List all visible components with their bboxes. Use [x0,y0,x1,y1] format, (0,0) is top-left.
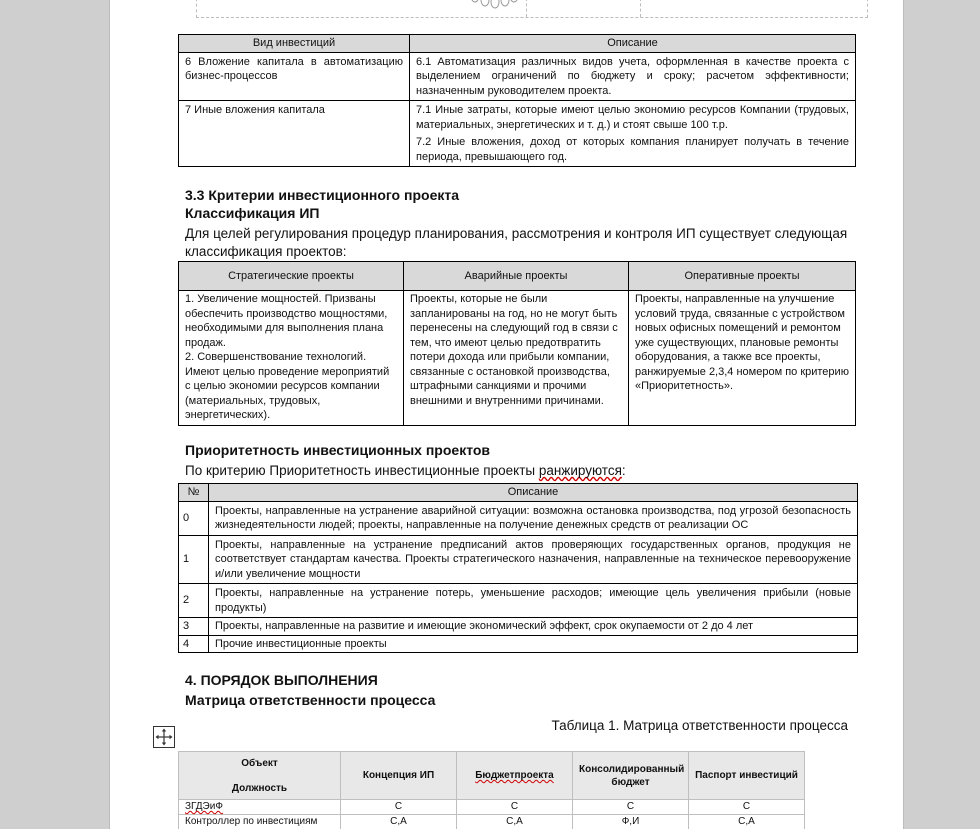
description-paragraph: 6.1 Автоматизация различных видов учета, оформленная в качестве проекта с выделением ограничений по бюджету и сроку; расчетом эффективности; назначенным руководителем проекта. [416,55,849,97]
column-header: Оперативные проекты [629,262,856,291]
spellcheck-word[interactable]: Бюджетпроекта [475,770,554,781]
drawing-frame [196,0,868,18]
matrix-cell: С,А [341,815,457,829]
column-header: Описание [410,35,856,53]
paragraph-text: По критерию Приоритетность инвестиционные проекты [185,463,539,478]
priority-description: Проекты, направленные на устранение аварийной ситуации: возможна остановка производства, под угрозой безопасность жизнедеятельности людей; проекты, направленные на получение денежных средств от реализации ОС [209,501,858,535]
table-row [179,635,858,653]
column-header: Аварийные проекты [404,262,629,291]
table-row [179,800,805,815]
column-header [457,752,573,800]
priority-description: Проекты, направленные на устранение предписаний актов проверяющих государственных органов, продукция не соответствует стандартам качества. Проекты стратегического назначения, направленные на техническое перевооружение и/или увеличение мощности [209,535,858,584]
column-header: Концепция ИП [341,752,457,800]
matrix-cell: С [573,800,689,815]
table-row [179,291,856,426]
spellcheck-word[interactable]: ранжируются [538,463,622,478]
priority-number: 0 [179,501,209,535]
column-header: Стратегические проекты [179,262,404,291]
investment-kind: 6 Вложение капитала в автоматизацию бизнес-процессов [179,52,410,101]
matrix-cell: С [341,800,457,815]
role-cell [179,800,341,815]
matrix-cell: С,А [457,815,573,829]
column-header: Паспорт инвестиций [689,752,805,800]
priority-number: 1 [179,535,209,584]
column-header: Консолидированный бюджет [573,752,689,800]
document-page [109,0,904,829]
investment-description [410,101,856,167]
description-paragraph: 7.1 Иные затраты, которые имеют целью экономию ресурсов Компании (трудовых, материальных, энергетических и т. д.) и стоят свыше 100 т.р. [416,104,849,131]
priority-description: Прочие инвестиционные проекты [209,635,858,653]
paragraph [185,462,626,480]
matrix-cell: С [689,800,805,815]
paragraph-text: : [621,463,626,478]
strategic-projects-cell [179,291,404,426]
investment-description [410,52,856,101]
priority-number: 3 [179,618,209,636]
section-heading: 3.3 Критерии инвестиционного проекта [185,187,459,203]
classification-table [178,261,856,426]
table-row [179,815,805,829]
role-cell: Контроллер по инвестициям [179,815,341,829]
investment-kind: 7 Иные вложения капитала [179,101,410,167]
paragraph: Для целей регулирования процедур планирования, рассмотрения и контроля ИП существует следующая классификация проектов: [185,226,848,259]
section-heading: Приоритетность инвестиционных проектов [185,442,491,458]
move-icon [154,727,174,747]
priority-table [178,483,858,653]
description-paragraph: 7.2 Иные вложения, доход от которых компания планирует получать в течение периода, превышающего год. [416,136,849,163]
decorative-drawing [465,0,521,18]
section-heading: 4. ПОРЯДОК ВЫПОЛНЕНИЯ [185,672,378,688]
table-row [179,535,858,584]
priority-number: 2 [179,584,209,618]
priority-description: Проекты, направленные на устранение потерь, уменьшение расходов; имеющие цель увеличения прибыли (новые продукты) [209,584,858,618]
table-row [179,52,856,101]
spellcheck-word[interactable]: ЗГДЭиФ [185,801,223,812]
subsection-heading: Классификация ИП [185,205,320,221]
matrix-cell: С,А [689,815,805,829]
matrix-cell: С [457,800,573,815]
table-caption: Таблица 1. Матрица ответственности процесса [551,718,848,733]
column-header: Вид инвестиций [179,35,410,53]
table-row [179,618,858,636]
matrix-cell: Ф,И [573,815,689,829]
emergency-projects-cell: Проекты, которые не были запланированы на год, но не могут быть перенесены на следующий год в связи с тем, что имеют целью предотвратить потери дохода или прибыли компании, связанные с остановкой производства, штрафными санкциями и прочими внешними и внутренними причинами. [404,291,629,426]
priority-number: 4 [179,635,209,653]
matrix-corner-cell [179,752,341,800]
corner-label-position: Должность [231,782,288,794]
table-row [179,584,858,618]
corner-label-object: Объект [241,757,278,769]
priority-description: Проекты, направленные на развитие и имеющие экономический эффект, срок окупаемости от 2 до 4 лет [209,618,858,636]
table-row [179,101,856,167]
column-header: Описание [209,484,858,502]
operational-projects-cell: Проекты, направленные на улучшение условий труда, связанные с устройством новых офисных помещений и ремонтом уже существующих, плановые ремонты оборудования, а также все проекты, ранжируемые 2,3,4 номером по критерию «Приоритетность». [629,291,856,426]
investment-types-table [178,34,856,167]
list-item: 1. Увеличение мощностей. Призваны обеспечить производство мощностями, необходимыми для выполнения плана продаж. [185,293,388,349]
table-move-handle[interactable] [153,726,175,748]
responsibility-matrix [178,751,805,829]
subsection-heading: Матрица ответственности процесса [185,692,436,708]
table-row [179,501,858,535]
column-header: № [179,484,209,502]
list-item: 2. Совершенствование технологий. Имеют целью проведение мероприятий с целью экономии ресурсов компании (материальных, трудовых, энергетических). [185,351,390,421]
